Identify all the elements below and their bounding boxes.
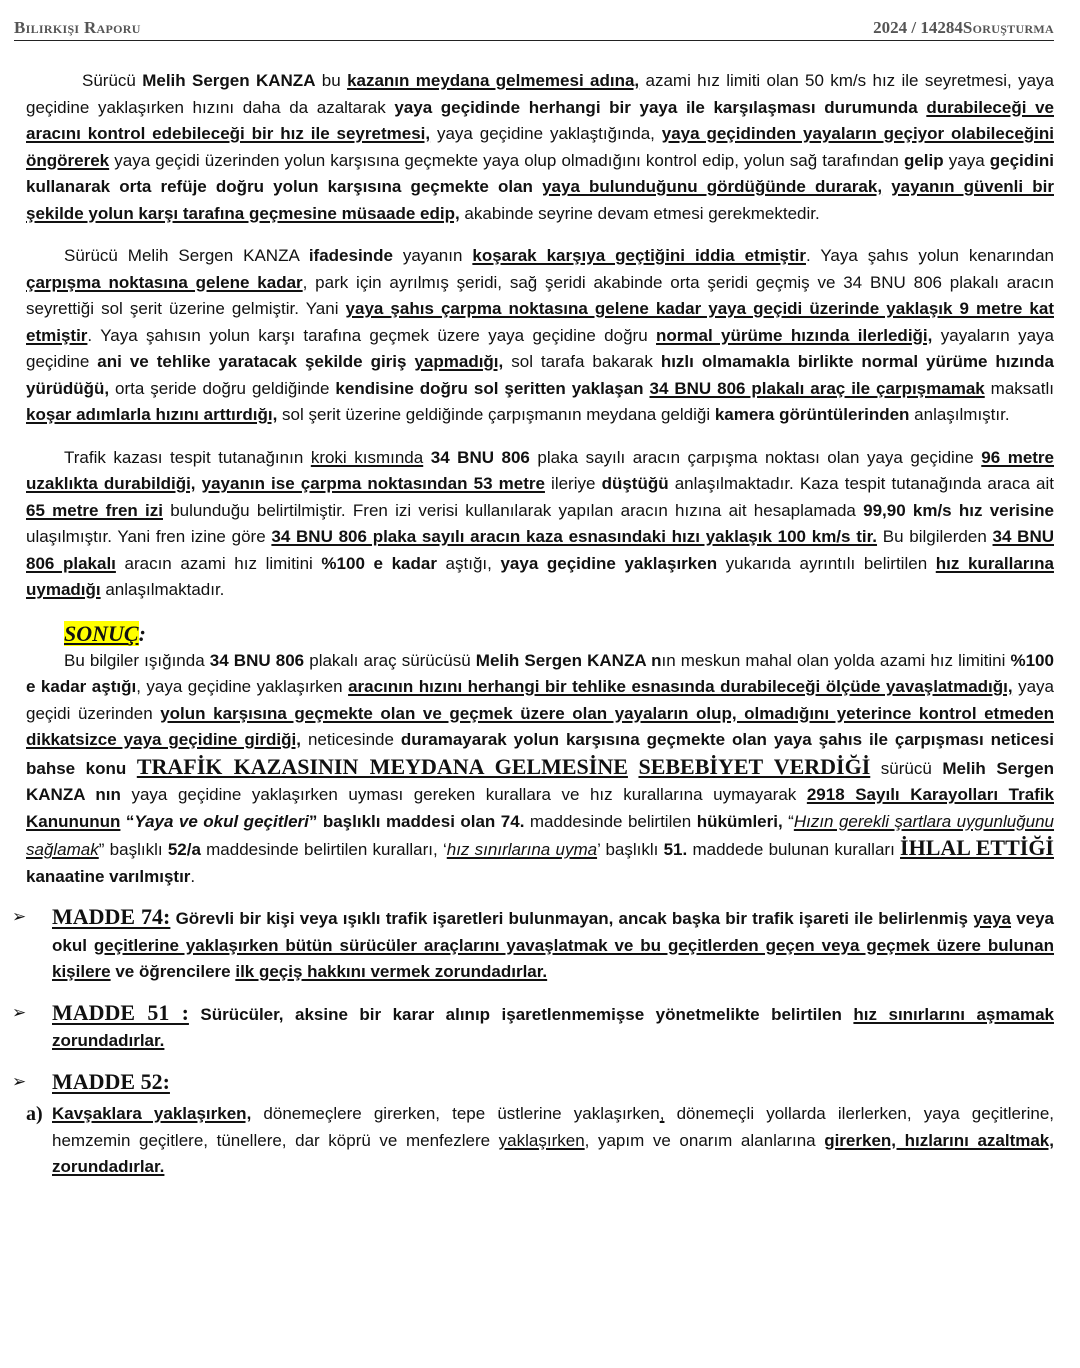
text: . <box>190 866 196 886</box>
text: Bu bilgiler ışığında <box>64 650 210 670</box>
text-bold: 34 BNU 806 <box>209 650 305 670</box>
text <box>533 177 542 196</box>
text-bold-italic: Yaya ve okul geçitleri <box>134 811 309 831</box>
text-bold-underlined: 34 BNU 806 plakalı araç ile çarpışmamak <box>649 378 985 398</box>
conclusion-heading <box>64 620 1054 648</box>
text: yayaların yaya geçidine <box>26 325 1054 371</box>
conclusion-paragraph <box>26 648 1054 891</box>
text: yayanın <box>392 246 473 265</box>
item-letter: a) <box>26 1103 43 1125</box>
text: anlaşılmaktadır. <box>100 580 225 599</box>
header-number: 2024 / 14284 <box>873 18 963 37</box>
text-bold-underlined: kazanın meydana gelmemesi adına, <box>347 71 640 90</box>
article-74-title: MADDE 74: <box>52 904 171 929</box>
text <box>628 759 639 778</box>
text: , yapım ve onarım alanlarına <box>584 1130 825 1150</box>
report-body <box>12 68 1055 1181</box>
text-bold: 74. <box>500 811 525 831</box>
text-underlined: , <box>659 1104 665 1123</box>
text-bold: %100 e kadar aştığı <box>26 650 1054 696</box>
text-bold-underlined: yayanın ise çarpma noktasından 53 metre <box>201 474 545 493</box>
text: plakalı araç sürücüsü <box>304 650 476 670</box>
text-bold-underlined: aracının hızını herhangi bir tehlike esnasında durabileceği ölçüde yavaşlatmadığı, <box>348 677 1013 696</box>
text: ulaşılmıştır. Yani fren izine göre <box>26 527 272 546</box>
text: sol şerit üzerine geldiğinde çarpışmanın meydana geldiği <box>277 405 715 424</box>
text-bold: kendisine doğru sol şeritten yaklaşan <box>335 378 644 398</box>
article-51-title: MADDE 51 : <box>52 999 189 1025</box>
text <box>423 448 431 467</box>
arrow-bullet-icon: ➢ <box>12 907 27 926</box>
text-bold: yaya geçidinde herhangi bir yaya ile karşılaşması durumunda <box>394 97 918 117</box>
text-bold: hükümleri, <box>696 811 783 831</box>
text: aracın azami hız limitini <box>115 553 322 573</box>
text-bold-underlined: yaya şahıs çarpma noktasına gelene kadar yaya geçidi üzerinde yaklaşık 9 metre kat etmiştir <box>26 299 1054 345</box>
text-bold: 99,90 km/s hız verisine <box>863 500 1054 520</box>
text: yaya <box>943 150 990 170</box>
text-bold: düştüğü <box>601 474 669 493</box>
text-bold: duramayarak yolun karşısına geçmekte olan yaya şahıs ile çarpışması neticesi bahse konu <box>26 730 1054 778</box>
text-bold: hızlı olmamakla birlikte normal yürüme hızında yürüdüğü, <box>26 352 1054 398</box>
text: Sürücü Melih Sergen KANZA <box>64 246 309 265</box>
text: yaya geçidine yaklaşırken uyması gereken kurallara ve hız kurallarına uymayarak <box>120 785 807 804</box>
text-bold-underlined: hız kurallarına uymadığı <box>26 553 1054 599</box>
text: akabinde seyrine devam etmesi gerekmektedir. <box>459 203 820 223</box>
text-bold-underlined: normal yürüme hızında ilerlediği, <box>656 325 933 345</box>
text-bold-underlined: yayanın güvenli bir şekilde yolun karşı tarafına geçmesine müsaade edip, <box>26 177 1054 223</box>
text-bold-underlined: yapmadığı, <box>414 352 504 371</box>
text <box>126 759 137 778</box>
text-bold-underlined: 34 BNU 806 plaka sayılı aracın kaza esnasındaki hızı yaklaşık 100 km/s tir. <box>271 527 878 546</box>
text: Bu bilgilerden <box>877 527 993 546</box>
paragraph-1 <box>26 68 1054 227</box>
text: yaya geçidi üzerinden <box>26 677 1054 723</box>
text: neticesinde <box>301 730 401 749</box>
text-underlined: geçitlerine yaklaşırken bütün sürücüler araçlarını yavaşlatmak ve bu geçitlerden geçen veya geçmek üzere bulunan kişilere <box>52 935 1055 981</box>
text: plaka sayılı aracın çarpışma noktası olan yaya geçidine <box>529 447 982 467</box>
text-bold: 52/a <box>167 840 201 859</box>
text: dönemeçli yollarda ilerlerken, yaya geçitlerine, hemzemin geçitlere, tünellere, dar köprü ve menfezlere <box>52 1104 1054 1150</box>
text-large-underlined: SEBEBİYET VERDİĞİ <box>638 753 871 779</box>
text-bold-underlined: Kavşaklara yaklaşırken, <box>52 1104 252 1123</box>
text: Sürücüler, aksine bir karar alınıp işaretlenmemişse yönetmelikte belirtilen <box>188 1004 854 1024</box>
text: aştığı, <box>436 553 501 573</box>
arrow-bullet-icon: ➢ <box>12 1002 27 1022</box>
text: . Yaya şahıs yolun kenarından <box>805 246 1054 265</box>
text-bold-underlined: yaya geçidinden yayaların geçiyor olabileceğini öngörerek <box>26 124 1054 170</box>
text: bu <box>315 71 348 90</box>
text-bold-underlined: çarpışma noktasına gelene kadar <box>26 272 303 292</box>
text-bold-underlined: yolun karşısına geçmekte olan ve geçmek üzere olan yayaların olup, olmadığını yeterince kontrol etmeden dikkatsizce yaya geçidine girdiği, <box>26 703 1055 749</box>
article-52-item-a <box>26 1101 1054 1181</box>
text-bold-underlined: 2918 Sayılı Karayolları Trafik Kanununun <box>26 785 1054 831</box>
text-underlined: yaya <box>973 909 1012 928</box>
text-bold: Melih Sergen KANZA nın <box>26 758 1054 804</box>
text: veya okul <box>52 909 1055 955</box>
text: sol tarafa bakarak <box>503 352 661 371</box>
header-case-type: Soruşturma <box>962 18 1054 37</box>
text-large-underlined: İHLAL ETTİĞİ <box>900 835 1054 860</box>
text: yaya geçidine yaklaştığında, <box>430 124 662 143</box>
text: maddesinde belirtilen <box>524 811 697 831</box>
text-bold-underlined: durabileceği ve aracını kontrol edebileceği bir hız ile seyretmesi, <box>26 97 1054 143</box>
text: yukarıda ayrıntılı belirtilen <box>717 553 936 573</box>
conclusion-colon: : <box>138 620 146 646</box>
text: Trafik kazası tespit tutanağının <box>64 447 311 467</box>
text: maddede bulunan kuralları <box>687 840 901 859</box>
article-74 <box>12 904 1055 986</box>
text-large-underlined: TRAFİK KAZASININ MEYDANA GELMESİNE <box>136 753 628 779</box>
article-52 <box>12 1068 1054 1098</box>
text-bold: ” başlıklı maddesi olan <box>308 811 501 831</box>
article-51 <box>12 999 1054 1055</box>
text-bold: ifadesinde <box>308 246 393 265</box>
text: anlaşılmıştır. <box>909 405 1010 424</box>
text-italic-underlined: Hızın gerekli şartlara uygunluğunu sağlamak <box>26 811 1055 859</box>
text: ın meskun mahal olan yolda azami hız limitini <box>661 650 1011 670</box>
text-bold: 34 BNU 806 <box>430 447 530 467</box>
paragraph-3 <box>26 445 1054 604</box>
text-bold: gelip <box>903 150 944 170</box>
text: orta şeride doğru geldiğinde <box>109 378 336 398</box>
text-bold-underlined: girerken, hızlarını azaltmak, zorundadırlar. <box>52 1130 1054 1176</box>
text: Sürücü <box>82 71 143 90</box>
text-bold-underlined: 34 BNU 806 plakalı <box>26 527 1054 573</box>
text-bold: yaya geçidine yaklaşırken <box>500 553 718 573</box>
text-underlined: hız sınırlarını aşmamak zorundadırlar. <box>52 1004 1054 1050</box>
text-bold: “ <box>120 811 135 831</box>
text: maksatlı <box>984 378 1054 398</box>
text: sürücü <box>870 758 943 778</box>
text: . Yaya şahısın yolun karşı tarafına geçmek üzere yaya geçidine doğru <box>87 325 657 345</box>
text-underlined: ilk geçiş hakkını vermek zorundadırlar. <box>235 962 548 981</box>
text-bold: Melih Sergen KANZA n <box>475 650 662 670</box>
text: ” başlıklı <box>98 840 168 859</box>
text: anlaşılmaktadır. Kaza tespit tutanağında araca ait <box>668 474 1054 493</box>
text-italic-underlined: hız sınırlarına uyma <box>446 840 598 859</box>
text: , park için ayrılmış şeridi, sağ şeridi akabinde orta şeridi geçmiş ve 34 BNU 806 plakalı aracın seyrettiği sol şerit üzerine gelmiştir. Yani <box>26 272 1055 318</box>
text: ileriye <box>544 474 602 493</box>
header-report-title: Bilirkişi Raporu <box>14 18 141 37</box>
text: yaya geçidi üzerinden yolun karşısına geçmekte yaya olup olmadığını kontrol edip, yolun sağ tarafından <box>109 150 904 170</box>
header-case-number <box>873 18 1054 38</box>
text: ve öğrencilere <box>110 962 236 981</box>
article-52-title: MADDE 52: <box>52 1068 170 1094</box>
text-underlined: yaklaşırken <box>498 1130 585 1150</box>
text-bold: %100 e kadar <box>321 553 437 573</box>
text-bold-underlined: 65 metre fren izi <box>26 500 163 520</box>
text <box>882 177 891 196</box>
text-bold-underlined: koşarak karşıya geçtiğini iddia etmiştir <box>472 246 806 265</box>
text: , yaya geçidine yaklaşırken <box>136 677 349 696</box>
conclusion-label: SONUÇ <box>64 620 139 646</box>
text: azami hız limiti olan 50 km/s hız ile seyretmesi, yaya geçidine yaklaşırken hızını daha da azaltarak <box>26 71 1055 117</box>
text: Görevli bir kişi veya ışıklı trafik işaretleri bulunmayan, ancak başka bir trafik işareti ile belirlenmiş <box>170 909 974 928</box>
text: bulunduğu belirtilmiştir. Fren izi verisi kullanılarak yapılan aracın hızına ait hesaplamada <box>162 500 864 520</box>
text-underlined: kroki kısmında <box>310 447 424 467</box>
text-bold-underlined: yaya bulunduğunu gördüğünde durarak, <box>542 177 883 196</box>
text-bold: Melih Sergen KANZA <box>142 71 316 90</box>
text-bold: kamera görüntülerinden <box>714 405 910 424</box>
page-header <box>14 18 1054 41</box>
text-bold: 51. <box>663 840 688 859</box>
text: “ <box>782 811 794 831</box>
text-bold: geçidini kullanarak orta refüje doğru yolun karşısına geçmekte olan <box>26 150 1054 196</box>
text-bold: ani ve tehlike yaratacak şekilde giriş <box>97 352 407 371</box>
text: dönemeçlere girerken, tepe üstlerine yaklaşırken <box>251 1104 660 1123</box>
text: ’ başlıklı <box>597 840 664 859</box>
arrow-bullet-icon: ➢ <box>12 1071 27 1091</box>
text-bold-underlined: koşar adımlarla hızını arttırdığı, <box>26 405 278 424</box>
text-bold-underlined: 96 metre uzaklıkta durabildiği, <box>26 447 1054 493</box>
text: maddesinde belirtilen kuralları, ‘ <box>200 840 447 859</box>
paragraph-2 <box>26 243 1054 429</box>
text-bold: kanaatine varılmıştır <box>26 866 191 886</box>
